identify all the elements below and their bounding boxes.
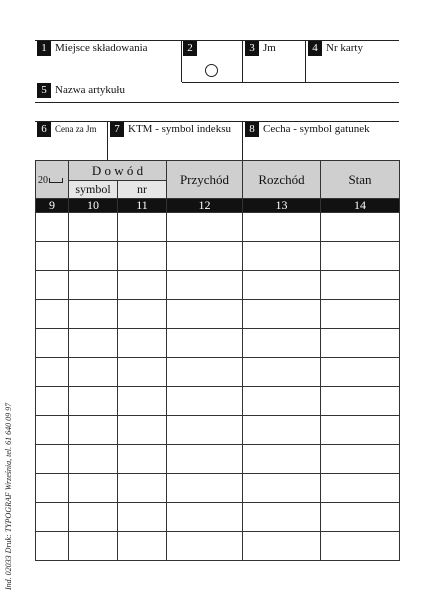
table-cell[interactable] — [69, 503, 118, 532]
table-row — [36, 387, 400, 416]
table-cell[interactable] — [69, 445, 118, 474]
table-cell[interactable] — [321, 532, 400, 561]
table-cell[interactable] — [243, 503, 321, 532]
col-number-12: 12 — [167, 199, 243, 213]
table-row — [36, 416, 400, 445]
divider-3 — [305, 40, 306, 82]
col-number-10: 10 — [69, 199, 118, 213]
col-number-13: 13 — [243, 199, 321, 213]
table-cell[interactable] — [118, 213, 167, 242]
table-cell[interactable] — [69, 416, 118, 445]
table-cell[interactable] — [243, 213, 321, 242]
table-cell[interactable] — [36, 387, 69, 416]
table-cell[interactable] — [36, 445, 69, 474]
symbol-header: symbol — [69, 181, 118, 199]
table-cell[interactable] — [167, 416, 243, 445]
table-row — [36, 300, 400, 329]
divider-2 — [242, 40, 243, 82]
table-cell[interactable] — [167, 503, 243, 532]
table-cell[interactable] — [69, 271, 118, 300]
col-number-11: 11 — [118, 199, 167, 213]
table-row — [36, 242, 400, 271]
top-bottom-line — [182, 82, 399, 83]
table-cell[interactable] — [36, 271, 69, 300]
table-row — [36, 271, 400, 300]
table-row — [36, 503, 400, 532]
stan-header: Stan — [321, 161, 400, 199]
table-cell[interactable] — [321, 474, 400, 503]
table-cell[interactable] — [321, 300, 400, 329]
table-cell[interactable] — [167, 387, 243, 416]
field-4-label: Nr karty — [326, 42, 363, 54]
year-cell — [36, 161, 69, 199]
table-cell[interactable] — [36, 503, 69, 532]
field-3-label: Jm — [263, 42, 276, 54]
table-cell[interactable] — [69, 532, 118, 561]
field-1-number: 1 — [37, 41, 51, 56]
table-cell[interactable] — [69, 213, 118, 242]
table-cell[interactable] — [118, 416, 167, 445]
col-number-14: 14 — [321, 199, 400, 213]
table-cell[interactable] — [118, 474, 167, 503]
dowod-header: D o w ó d — [69, 161, 167, 181]
table-cell[interactable] — [36, 242, 69, 271]
table-row — [36, 329, 400, 358]
field-8-number: 8 — [245, 122, 259, 137]
table-cell[interactable] — [69, 474, 118, 503]
table-cell[interactable] — [243, 445, 321, 474]
table-cell[interactable] — [321, 445, 400, 474]
table-cell[interactable] — [167, 474, 243, 503]
rozchod-header: Rozchód — [243, 161, 321, 199]
table-cell[interactable] — [167, 271, 243, 300]
field-2-number: 2 — [183, 41, 197, 56]
table-cell[interactable] — [243, 532, 321, 561]
table-cell[interactable] — [243, 358, 321, 387]
table-cell[interactable] — [69, 329, 118, 358]
table-row — [36, 358, 400, 387]
field-6-number: 6 — [37, 122, 51, 137]
table-cell[interactable] — [118, 242, 167, 271]
table-cell[interactable] — [167, 300, 243, 329]
article-line — [35, 102, 399, 103]
table-cell[interactable] — [243, 329, 321, 358]
table-cell[interactable] — [69, 242, 118, 271]
field-7-label: KTM - symbol indeksu — [128, 123, 231, 135]
nr-header: nr — [118, 181, 167, 199]
table-cell[interactable] — [36, 213, 69, 242]
table-cell[interactable] — [243, 242, 321, 271]
field-3-number: 3 — [245, 41, 259, 56]
side-imprint: Ind. 02033 Druk: TYPOGRAF Września, tel. 61 640 09 97 — [4, 402, 13, 590]
field-6-label: Cena za Jm — [55, 124, 97, 134]
table-cell[interactable] — [118, 503, 167, 532]
table-cell[interactable] — [321, 416, 400, 445]
table-row — [36, 532, 400, 561]
table-cell[interactable] — [36, 300, 69, 329]
table-cell[interactable] — [118, 387, 167, 416]
table-cell[interactable] — [118, 300, 167, 329]
table-cell[interactable] — [243, 300, 321, 329]
mid-top-line — [35, 121, 399, 122]
table-cell[interactable] — [321, 242, 400, 271]
field-1-label: Miejsce składowania — [55, 42, 148, 54]
table-cell[interactable] — [167, 329, 243, 358]
table-cell[interactable] — [36, 416, 69, 445]
table-cell[interactable] — [36, 532, 69, 561]
mid-divider-2 — [242, 121, 243, 160]
year-prefix: 20 — [38, 175, 48, 186]
table-cell[interactable] — [118, 445, 167, 474]
table-cell[interactable] — [69, 387, 118, 416]
table-cell[interactable] — [243, 474, 321, 503]
field-7-number: 7 — [110, 122, 124, 137]
table-cell[interactable] — [321, 503, 400, 532]
field-5-label: Nazwa artykułu — [55, 84, 125, 96]
table-cell[interactable] — [321, 213, 400, 242]
table-row — [36, 213, 400, 242]
table-cell[interactable] — [36, 358, 69, 387]
przychod-header: Przychód — [167, 161, 243, 199]
table-cell[interactable] — [118, 271, 167, 300]
table-cell[interactable] — [321, 329, 400, 358]
field-4-number: 4 — [308, 41, 322, 56]
table-cell[interactable] — [167, 213, 243, 242]
table-cell[interactable] — [321, 271, 400, 300]
field-8-label: Cecha - symbol gatunek — [263, 123, 370, 135]
table-cell[interactable] — [167, 242, 243, 271]
stock-table — [35, 160, 400, 561]
table-row — [36, 474, 400, 503]
field-5-number: 5 — [37, 83, 51, 98]
table-cell[interactable] — [118, 532, 167, 561]
table-row — [36, 445, 400, 474]
table-cell[interactable] — [69, 300, 118, 329]
col-number-9: 9 — [36, 199, 69, 213]
table-cell[interactable] — [118, 358, 167, 387]
table-cell[interactable] — [167, 532, 243, 561]
table-cell[interactable] — [243, 271, 321, 300]
table-cell[interactable] — [243, 387, 321, 416]
circle-icon — [205, 64, 218, 77]
table-cell[interactable] — [167, 445, 243, 474]
table-cell[interactable] — [118, 329, 167, 358]
table-cell[interactable] — [69, 358, 118, 387]
table-cell[interactable] — [321, 358, 400, 387]
table-cell[interactable] — [167, 358, 243, 387]
mid-divider-1 — [107, 121, 108, 160]
table-cell[interactable] — [36, 329, 69, 358]
table-cell[interactable] — [36, 474, 69, 503]
divider-1 — [181, 40, 182, 82]
table-cell[interactable] — [243, 416, 321, 445]
table-cell[interactable] — [321, 387, 400, 416]
top-line — [35, 40, 399, 41]
